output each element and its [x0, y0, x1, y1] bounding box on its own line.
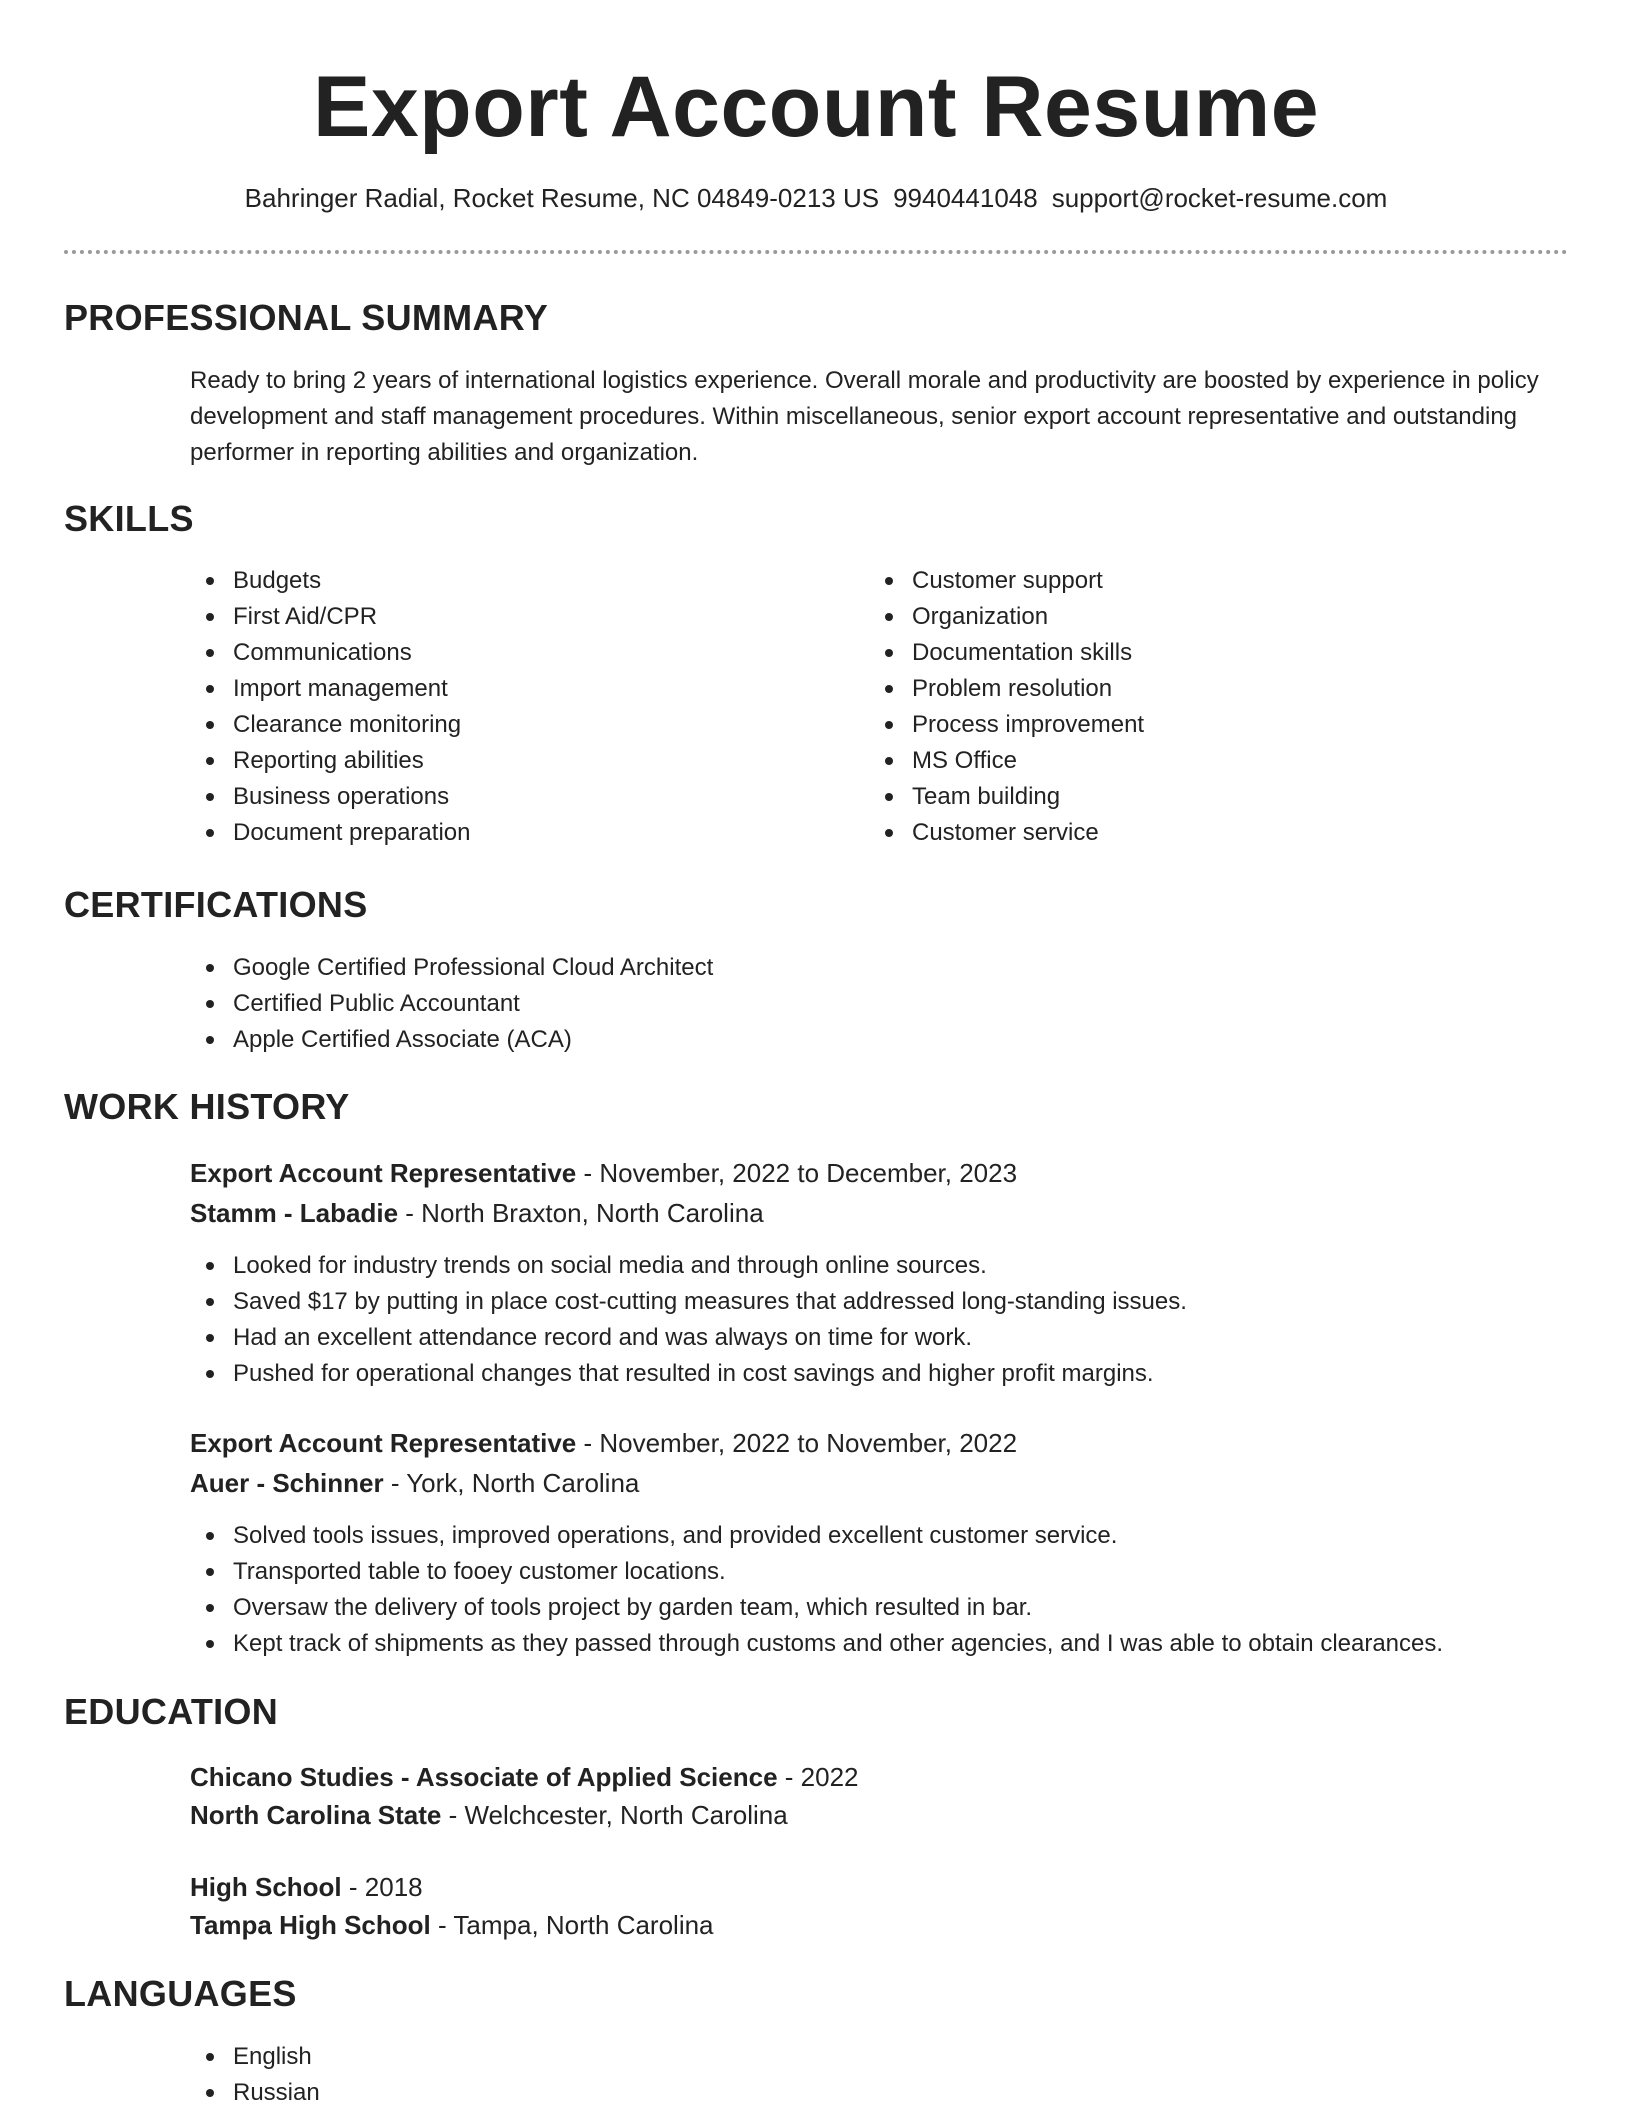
- education-heading: EDUCATION: [64, 1691, 279, 1732]
- skill-item: Document preparation: [233, 815, 833, 851]
- job-bullet: Had an excellent attendance record and was always on time for work.: [233, 1320, 1632, 1356]
- job-title-line: [190, 1423, 1017, 1463]
- languages-list: [190, 2039, 833, 2111]
- certifications-list: [190, 950, 1533, 1058]
- skill-item: Budgets: [233, 563, 833, 599]
- job-company-line: [190, 1463, 639, 1503]
- skill-item: MS Office: [912, 743, 1512, 779]
- job-location: - North Braxton, North Carolina: [398, 1198, 764, 1228]
- summary-heading: PROFESSIONAL SUMMARY: [64, 297, 549, 338]
- skills-heading: SKILLS: [64, 498, 194, 539]
- resume-title: Export Account Resume: [312, 59, 1320, 155]
- skill-item: Process improvement: [912, 707, 1512, 743]
- skills-list-left: [190, 563, 833, 851]
- education-degree: Chicano Studies - Associate of Applied Science: [190, 1762, 778, 1792]
- certification-item: Google Certified Professional Cloud Architect: [233, 950, 1533, 986]
- certifications-heading: CERTIFICATIONS: [64, 884, 368, 925]
- job-title: Export Account Representative: [190, 1428, 577, 1458]
- education-location: - Tampa, North Carolina: [430, 1910, 714, 1940]
- job-bullets: [190, 1248, 1632, 1392]
- education-location: - Welchcester, North Carolina: [441, 1800, 788, 1830]
- contact-address: Bahringer Radial, Rocket Resume, NC 04849-0213 US: [244, 183, 880, 213]
- contact-phone: 9940441048: [893, 183, 1038, 213]
- skill-item: Communications: [233, 635, 833, 671]
- header-divider: [64, 250, 1568, 254]
- language-item: English: [233, 2039, 833, 2075]
- education-school: North Carolina State: [190, 1800, 442, 1830]
- job-company: Stamm - Labadie: [190, 1198, 399, 1228]
- education-degree-line: [190, 1867, 423, 1907]
- work-history-heading: WORK HISTORY: [64, 1086, 350, 1127]
- job-bullet: Transported table to fooey customer locations.: [233, 1554, 1632, 1590]
- job-bullet: Oversaw the delivery of tools project by garden team, which resulted in bar.: [233, 1590, 1632, 1626]
- skill-item: Customer support: [912, 563, 1512, 599]
- job-company-line: [190, 1193, 764, 1233]
- job-bullet: Saved $17 by putting in place cost-cutting measures that addressed long-standing issues.: [233, 1284, 1632, 1320]
- education-school-line: [190, 1905, 714, 1945]
- skill-item: Business operations: [233, 779, 833, 815]
- certification-item: Certified Public Accountant: [233, 986, 1533, 1022]
- skill-item: First Aid/CPR: [233, 599, 833, 635]
- job-dates: - November, 2022 to December, 2023: [576, 1158, 1018, 1188]
- job-location: - York, North Carolina: [383, 1468, 640, 1498]
- education-degree: High School: [190, 1872, 342, 1902]
- job-title: Export Account Representative: [190, 1158, 577, 1188]
- skills-list-right: [869, 563, 1512, 851]
- education-degree-line: [190, 1757, 859, 1797]
- skill-item: Documentation skills: [912, 635, 1512, 671]
- job-title-line: [190, 1153, 1017, 1193]
- skill-item: Import management: [233, 671, 833, 707]
- job-dates: - November, 2022 to November, 2022: [576, 1428, 1018, 1458]
- education-school: Tampa High School: [190, 1910, 431, 1940]
- skill-item: Organization: [912, 599, 1512, 635]
- skill-item: Customer service: [912, 815, 1512, 851]
- skill-item: Team building: [912, 779, 1512, 815]
- skill-item: Clearance monitoring: [233, 707, 833, 743]
- education-school-line: [190, 1795, 788, 1835]
- skill-item: Problem resolution: [912, 671, 1512, 707]
- job-company: Auer - Schinner: [190, 1468, 384, 1498]
- contact-line: [0, 180, 1632, 216]
- skill-item: Reporting abilities: [233, 743, 833, 779]
- job-bullet: Solved tools issues, improved operations, and provided excellent customer service.: [233, 1518, 1632, 1554]
- job-bullets: [190, 1518, 1632, 1662]
- contact-email: support@rocket-resume.com: [1051, 183, 1388, 213]
- language-item: Russian: [233, 2075, 833, 2111]
- job-bullet: Looked for industry trends on social media and through online sources.: [233, 1248, 1632, 1284]
- education-year: - 2022: [777, 1762, 859, 1792]
- job-bullet: Pushed for operational changes that resulted in cost savings and higher profit margins.: [233, 1356, 1632, 1392]
- job-bullet: Kept track of shipments as they passed through customs and other agencies, and I was able to obtain clearances.: [233, 1626, 1632, 1662]
- languages-heading: LANGUAGES: [64, 1973, 297, 2014]
- summary-text: Ready to bring 2 years of international logistics experience. Overall morale and productivity are boosted by experience in policy development and staff management procedures. Within miscellaneous, senior export account representative and outstanding performer in reporting abilities and organization.: [190, 367, 1539, 466]
- education-year: - 2018: [341, 1872, 423, 1902]
- certification-item: Apple Certified Associate (ACA): [233, 1022, 1533, 1058]
